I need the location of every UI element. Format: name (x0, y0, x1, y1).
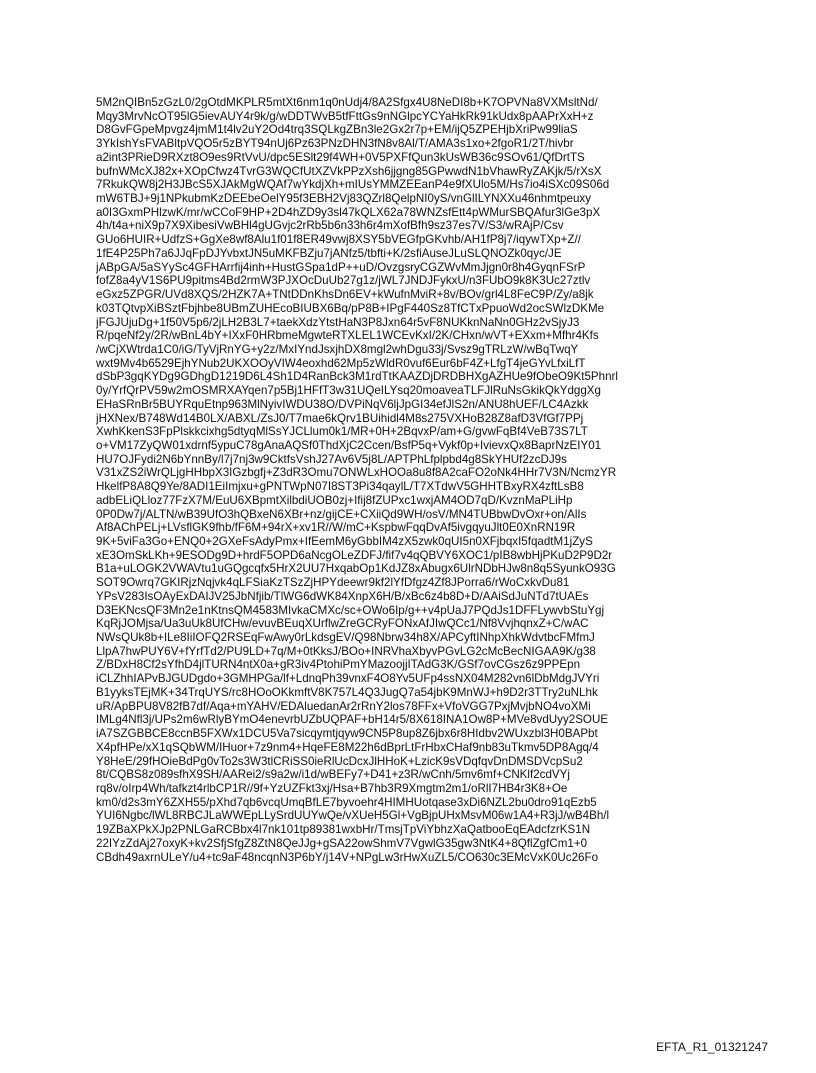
encoded-text-line: B1yyksTEjMK+34TrqUYS/rc8HOoOKkmftV8K757L4Q3JugQ7a54jbK9MnWJ+h9D2r3TTry2uNLhk (96, 685, 598, 699)
encoded-text-line: 0y/YrfQrPV59w2mOSMRXAYqen7p5Bj1HFfT3w31UQeILYsq20moaveaTLFJlRuNsGkikQkYdggXg (96, 384, 601, 398)
encoded-text-line: bufnWMcXJ82x+XOpCfwz4TvrG3WQCfUtXZVkPPzXsh6jjgng85GPwwdN1bVhawRyZAKjk/5/rXsX (96, 164, 602, 178)
encoded-text-line: YUI6Ngbc/lWL8RBCJLaWWEpLLySrdUUYwQe/vXUeH5Gl+VgBjpUHxMsvM06w1A4+R3jJ/wB4Bh/l (96, 809, 610, 823)
encoded-text-line: a2int3PRieD9RXzt8O9es9RtVvU/dpc5ESlt29f4WH+0V5PXFfQun3kUsWB36c9SOv61/QfDrtTS (96, 150, 585, 164)
encoded-text-line: 8t/CQBS8z089sfhX9SH/AARei2/s9a2w/i1d/wBEFy7+D41+z3R/wCnh/5mv6mf+CNKlf2cdVYj (96, 768, 570, 782)
encoded-text-line: 19ZBaXPkXJp2PNLGaRCBbx4l7nk101tp89381wxbHr/TmsjTpViYbhzXaQatbooEqEAdcfzrKS1N (96, 823, 591, 837)
encoded-text-line: NWsQUk8b+ILe8IiIOFQ2RSEqFwAwy0rLkdsgEV/Q98Nbrw34h8X/APCyftINhpXhkWdvtbcFMfmJ (96, 631, 595, 645)
encoded-text-line: k03TQtvpXiBSztFbjhbe8UBmZUHEcoBIUBX6Bq/pP8B+IPgF440Sz8TfCTxPpuoWd2ocSWlzDKMe (96, 301, 605, 315)
encoded-text-line: adbELiQLloz77FzX7M/EuU6XBpmtXilbdiUOB0zj+Ifij8fZUPxc1wxjAM4OD7qD/KvznMaPLiHp (96, 493, 573, 507)
encoded-text-line: /wCjXWtrda1C0/iG/TyVjRnYG+y2z/MxIYndJsxjhDX8mgl2whDgu33j/Svsz9gTRLzW/wBqTwqY (96, 342, 579, 356)
encoded-text-line: eGxz5ZPGR/UVd8XQS/2HZK7A+TNtDDnKhsDn6EV+kWufnMviR+8v/BOv/grl4L8FeC9P/Zy/a8jk (96, 288, 594, 302)
encoded-text-line: jFGJUjuDg+1f50V5p6/2jLH2B3L7+taekXdzYtstHaN3P8Jxn64r5vF8NUKknNaNn0GHz2vSjyJ3 (96, 315, 580, 329)
encoded-text-line: 0P0Dw7j/ALTN/wB39UfO3hQBxeN6XBr+nz/gijCE+CXiiQd9WH/osV/MN4TUBbwDvOxr+on/AlIs (96, 507, 587, 521)
encoded-text-line: CBdh49axrnULeY/u4+tc9aF48ncqnN3P6bY/j14V+NPgLw3rHwXuZL5/CO630c3EMcVxK0Uc26Fo (96, 850, 599, 864)
encoded-text-line: mW6TBJ+9j1NPkubmKzDEEbeOelY95f3EBH2Vj83QZrl8QelpNI0yS/vnGlILYNXXu46nhmtpeuxy (96, 192, 591, 206)
encoded-text-line: dSbP3gqKYDg9GDhgD1219D6L4Sh1D4RanBck3M1rdTtKAAZDjDRDBHXgAZHUe9fObeO9Kt5Phnrl (96, 370, 618, 384)
encoded-text-line: HU7OJFydi2N6bYnnBy/l7j7nj3w9CktfsVshJ27Av6V5j8L/APTPhLfplpbd4g8SkYHUf2zcDJ9s (96, 452, 567, 466)
encoded-text-line: Mqy3MrvNcOT95lG5ievAUY4r9k/g/wDDTWvB5tfFttGs9nNGlpcYCYaHkRk91kUdx8pAAPrXxH+z (96, 109, 594, 123)
encoded-text-line: SOT9Owrq7GKIRjzNqjvk4qLFSiaKzTSzZjHPYdeewr9kf2lYfDfgz4Zf8JPorra6/rWoCxkvDu81 (96, 576, 570, 590)
encoded-text-line: X4pfHPe/xX1qSQbWM/IHuor+7z9nm4+HqeFE8M22h6dBprLtFrHbxCHaf9nb83uTkmv5DP8Agq/4 (96, 740, 599, 754)
encoded-text-line: rq8v/oIrp4Wh/tafkzt4rlbCP1R//9f+YzUZFkt3xj/Hsa+B7hb3R9Xmgtm2m1/oRlI7HB4r3K8+Oe (96, 781, 568, 795)
encoded-text-line: R/pqeNf2y/2R/wBnL4bY+IXxF0HRbmeMgwteRTXLEL1WCEvKxI/2K/CHxn/wVT+EXxm+Mfhr4Kfs (96, 329, 599, 343)
encoded-text-line: D8GvFGpeMpvgz4jmM1t4lv2uY2Od4trq3SQLkgZBn3le2Gx2r7p+EM/ijQ5ZPEHjbXriPw99liaS (96, 123, 578, 137)
encoded-text-line: 1fE4P25Ph7a6JJqFpDJYvbxtJN5uMKFBZju7jANfz5/tbfti+K/2sfiAuseJLuSLQNOZk0qyc/JE (96, 246, 562, 260)
encoded-text-line: 3YkIshYsFVABltpVQO5r5zBYT94nUj6Pz63PNzDHN3fN8v8Al/T/AMA3s1xo+2fgoR1/2T/hivbr (96, 137, 574, 151)
encoded-text-line: Af8AChPELj+LVsflGK9fhb/fF6M+94rX+xv1R//W/mC+KspbwFqqDvAf5ivgqyuJlt0E0XnRN19R (96, 521, 576, 535)
encoded-text-line: HkelfP8A8Q9Ye/8ADI1EiImjxu+gPNTWpN07I8ST3Pi34qaylL/T7XTdwV5GHHTBxyRX4zftLsB8 (96, 480, 584, 494)
encoded-text-line: wxt9Mv4b6529EjhYNub2UKXOOyVIW4eoxhd62Mp5zWldR0vuf6Eur6bF4Z+LfgT4jeGYvLfxiLfT (96, 356, 586, 370)
encoded-text-line: jABpGA/5aSYySc4GFHArrfij4inh+HustGSpa1dP++uD/OvzgsryCGZWvMmJjgn0r8h4GyqnFSrP (96, 260, 586, 274)
encoded-text-line: Z/BDxH8Cf2sYfhD4jlTURN4ntX0a+gR3iv4PtohiPmYMazoojjITAdG3K/GSf7ovCGsz6z9PPEpn (96, 658, 581, 672)
encoded-text-line: YPsV283IsOAyExDAIJV25JbNfjib/TlWG6dWK84XnpX6H/B/xBc6z4b8D+D/AAiSdJuNTd7tUAEs (96, 589, 589, 603)
encoded-text-line: XwhKkenS3FpPlskkcixhg5dtyqMlSsYJCLlum0k1/MR+0H+2BqvxP/am+G/gvwFqBf4VeB73S7LT (96, 425, 588, 439)
encoded-text-line: D3EKNcsQF3Mn2e1nKtnsQM4583MIvkaCMXc/sc+OWo6Ip/g++v4pUaJ7PQdJs1DFFLywvbStuYgj (96, 603, 605, 617)
encoded-text-line: Y8HeE/29fHOieBdPg0vTo2s3W3tlCRiSS0ieRlUcDcxJlHHoK+LzicK9sVDqfqvDnDMSDVcpSu2 (96, 754, 583, 768)
encoded-text-line: a0I3GxmPHlzwK/mr/wCCoF9HP+2D4hZD9y3sl47kQLX62a78WNZsfEtt4pWMurSBQAfur3lGe3pX (96, 205, 601, 219)
encoded-text-line: xE3OmSkLKh+9ESODg9D+hrdF5OPD6aNcgOLeZDFJ/fif7v4qQBVY6XOC1/pIB8wbHjPKuD2P9D2r (96, 548, 613, 562)
encoded-text-line: iCLZhhIAPvBJGUDgdo+3GMHPGa/lf+LdnqPh39vnxF4O8Yv5UFp4ssNX04M282vn6lDbMdgJVYri (96, 672, 600, 686)
encoded-text-line: GUo6HUIR+UdfzS+GgXe8wf8Alu1f01f8ER49vwj8XSY5bVEGfpGKvhb/AH1fP8j7/iqywTXp+Z// (96, 233, 581, 247)
encoded-text-line: o+VM17ZyQW01xdrnf5ypuC78gAnaAQSf0ThdXjC2Ccen/BsfP5q+Vykf0p+IvievxQx8BaprNzEIY01 (96, 438, 602, 452)
bates-number: EFTA_R1_01321247 (656, 1040, 768, 1054)
encoded-text-line: IMLg4Nfl3j/UPs2m6wRlyBYmO4enevrbUZbUQPAF+bH14r5/8X618INA1Ow8P+MVe8vdUyy2SOUE (96, 713, 609, 727)
encoded-text-line: km0/d2s3mY6ZXH55/pXhd7qb6vcqUmqBfLE7byvoehr4HIMHUotqase3xDi6NZL2bu0dro91qEzb5 (96, 795, 597, 809)
encoded-text-line: 22IYzZdAj27oxyK+kv2SfjSfgZ8ZtN8QeJJg+gSA22owShmV7VgwlG35gw3NtK4+8QflZgfCm1+0 (96, 836, 588, 850)
encoded-text-line: LlpA7hwPUY6V+fYrfTd2/PU9LD+7q/M+0tKksJ/BOo+INRVhaXbyvPGvLG2cMcBecNIGAA9K/g38 (96, 644, 596, 658)
encoded-text-line: jHXNex/B748Wd14B0LX/ABXL/ZsJ0/T7mae6kQrv1BUihidl4M8s275VXHoB28Z8afD3VfGf7PPj (96, 411, 584, 425)
encoded-text-line: iA7SZGBBCE8ccnB5FXWx1DCU5Va7sicqymtjqyw9CN5P8up8Z6jbx6r8HIdbv2WUxzbl3H0BAPbt (96, 727, 598, 741)
encoded-text-line: 9K+5viFa3Go+ENQ0+2GXeFsAdyPmx+IfEemM6yGbbIM4zX5zwk0qUI5n0XFjbqxI5fqadtM1jZyS (96, 535, 593, 548)
encoded-text-line: V31xZS2iWrQLjgHHbpX3IGzbgfj+Z3dR3Omu7ONWLxHOOa8u8f8A2caFO2oNk4HHr7V3N/NcmzYR (96, 466, 617, 480)
encoded-text-line: KqRjJOMjsa/Ua3uUk8UfCHw/evuvBEuqXUrflwZreGCRyFONxAfJIwQCc1/Nf8VvjhqnxZ+C/wAC (96, 617, 589, 631)
encoded-text-line: B1a+uLOGK2VWAVtu1uGQgcqfx5HrX2UU7HxqabOp1KdJZ8xAbugx6UlrNDbHJw8n8q5SyunkO93G (96, 562, 616, 576)
encoded-text-line: fofZ8a4yV1S6PU9pitms4Bd2rmW3PJXOcDuUb27g1z/jWL7JNDJFykxU/n3FUbO9k8K3Uc27ztlv (96, 274, 591, 288)
encoded-text-line: 4h/t4a+niX9p7X9XibesiVwBHl4gUGvjc2rRb5b6n33h6r4mXofBfh9sz37es7V/S3/wRAjP/Csv (96, 219, 564, 233)
encoded-text-line: uR/ApBPU8V82fB7df/Aqa+mYAHV/EDAluedanAr2rRnY2los78FFx+VfoVGG7PxjMvjbNO4voXMi (96, 699, 591, 713)
encoded-text-line: EHaSRnBr5BUYRquEtnp963MlNyivIWDU38O/DVPiNqV6ljJpGI34efJlS2n/ANU8hUEF/LC4Azkk (96, 397, 589, 411)
encoded-text-line: 7RkukQW8j2H3JBcS5XJAkMgWQAf7wYkdjXh+mIUsYMMZEEanP4e9fXUlo5M/Hs7io4iSXc09S06d (96, 178, 610, 192)
encoded-text-block (96, 96, 716, 864)
encoded-text-line: 5M2nQIBn5zGzL0/2gOtdMKPLR5mtXt6nm1q0nUdj4/8A2Sfgx4U8NeDI8b+K7OPVNa8VXMsltNd/ (96, 96, 598, 109)
